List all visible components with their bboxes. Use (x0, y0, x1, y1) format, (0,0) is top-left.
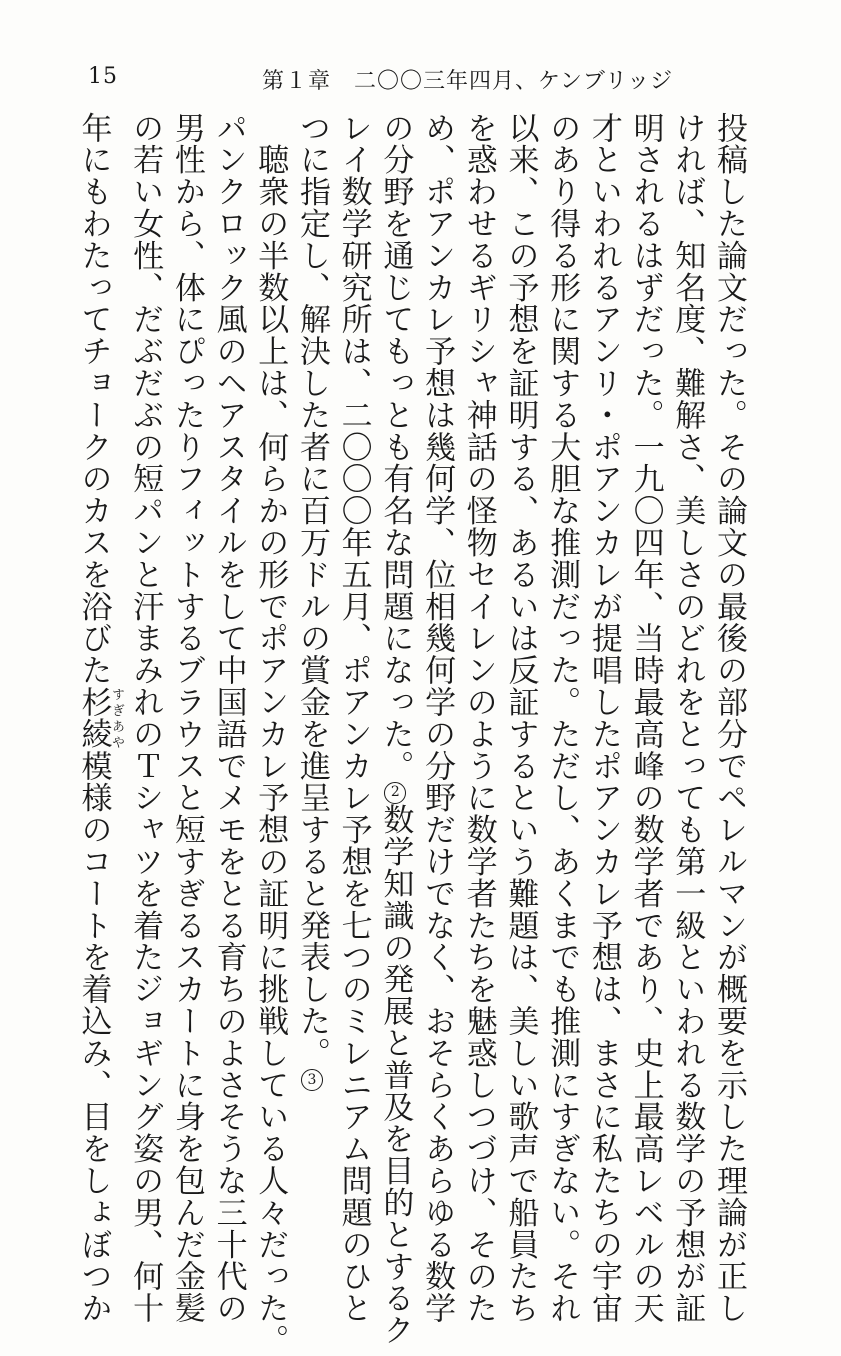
text-line: 男性から、体にぴったりフィットするブラウスと短すぎるスカートに身を包んだ金髪 (168, 112, 205, 1325)
text-line: 聴衆の半数以上は、何らかの形でポアンカレ予想の証明に挑戦している人々だった。 (252, 112, 289, 1356)
footnote-marker: 3 (301, 1069, 323, 1091)
ruby-reading: すぎあや (108, 686, 124, 750)
text-line: 年にもわたってチョークのカスを浴びた杉綾すぎあや模様のコートを着込み、目をしょぼつか (75, 112, 124, 1325)
text-line: 以来、この予想を証明する、あるいは反証するという難題は、美しい歌声で船員たち (502, 112, 539, 1325)
text-line: 才といわれるアンリ・ポアンカレが提唱したポアンカレ予想は、まさに私たちの宇宙 (585, 112, 622, 1325)
ruby-annotation: 杉綾すぎあや (75, 686, 124, 751)
text-line: の分野を通じてもっとも有名な問題になった。2数学知識の発展と普及を目的とするク (377, 112, 414, 1347)
text-line: を惑わせるギリシャ神話の怪物セイレンのように数学者たちを魅惑しつづけ、そのた (460, 112, 497, 1325)
page-number: 15 (88, 64, 118, 89)
running-head: 第１章 二〇〇三年四月、ケンブリッジ (262, 69, 674, 94)
text-line: め、ポアンカレ予想は幾何学、位相幾何学の分野だけでなく、おそらくあらゆる数学 (419, 112, 456, 1325)
body-text (72, 112, 749, 1356)
text-line: パンクロック風のヘアスタイルをして中国語でメモをとる育ちのよさそうな三十代の (210, 112, 247, 1325)
text-line: つに指定し、解決した者に百万ドルの賞金を進呈すると発表した。3 (290, 112, 332, 1132)
text-line: の若い女性、だぶだぶの短パンと汗まみれのＴシャツを着たジョギング姿の男、何十 (127, 112, 164, 1325)
text-line: レイ数学研究所は、二〇〇〇年五月、ポアンカレ予想を七つのミレニアム問題のひと (335, 112, 372, 1325)
footnote-marker: 2 (384, 782, 406, 804)
text-line: 明されるはずだった。一九〇四年、当時最高峰の数学者であり、史上最高レベルの天 (627, 112, 664, 1325)
text-line: ければ、知名度、難解さ、美しさのどれをとっても第一級といわれる数学の予想が証 (669, 112, 706, 1325)
text-line: 投稿した論文だった。その論文の最後の部分でペレルマンが概要を示した理論が正し (711, 112, 747, 1325)
text-line: のあり得る形に関する大胆な推測だった。ただし、あくまでも推測にすぎない。それ (544, 112, 581, 1325)
